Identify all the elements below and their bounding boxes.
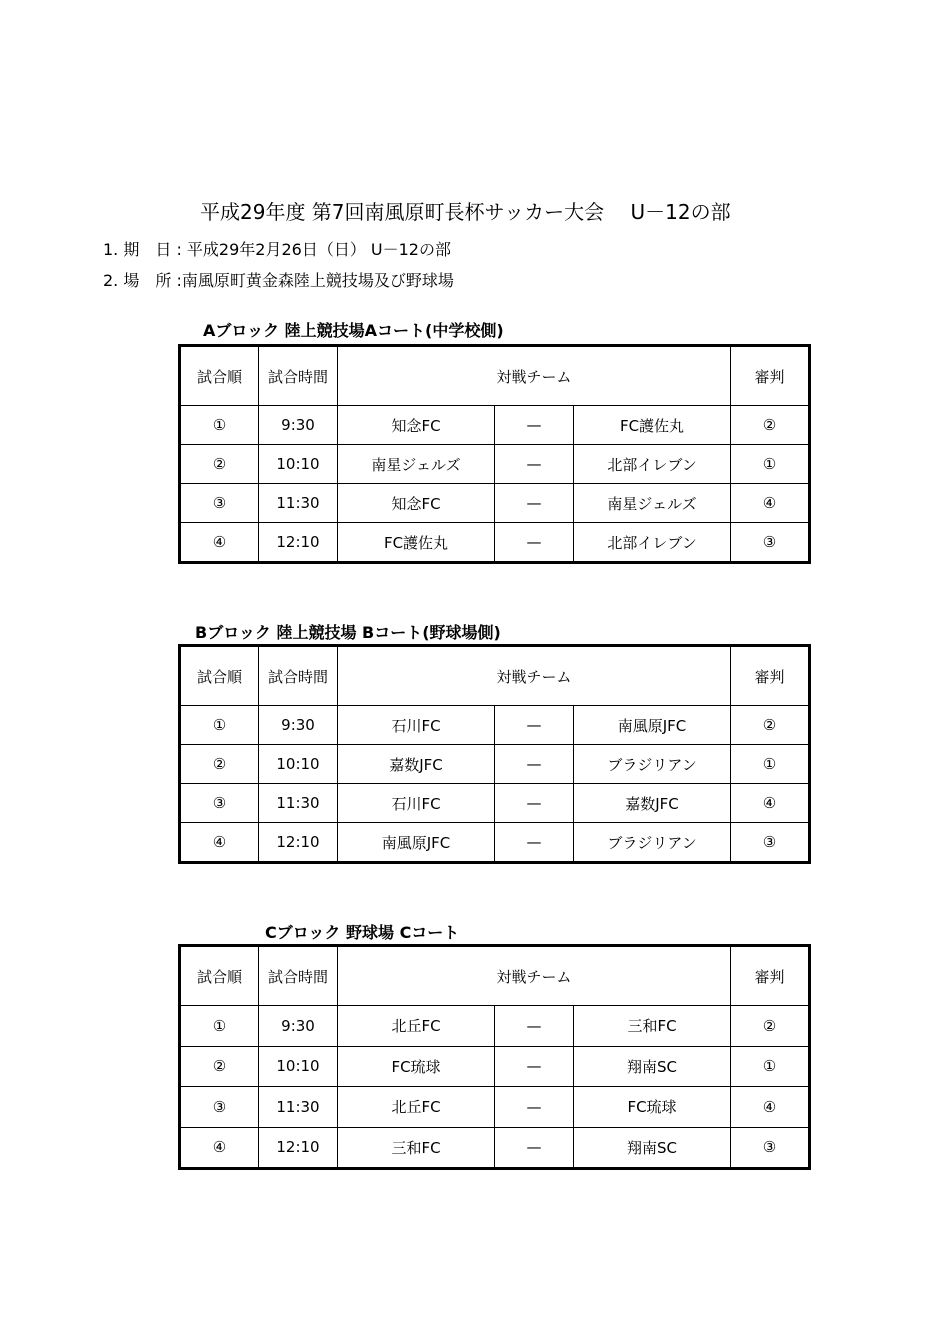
cell-home: 北丘FC <box>338 1087 495 1128</box>
cell-away: 嘉数JFC <box>574 784 731 823</box>
cell-time: 12:10 <box>259 1127 338 1169</box>
table-header-row <box>180 946 810 1006</box>
cell-time: 9:30 <box>259 1006 338 1047</box>
cell-order: ② <box>180 745 259 784</box>
cell-ref: ① <box>731 745 810 784</box>
table-header-row <box>180 646 810 706</box>
cell-home: 石川FC <box>338 784 495 823</box>
cell-ref: ① <box>731 445 810 484</box>
cell-vs: — <box>495 445 574 484</box>
schedule-table <box>178 344 811 564</box>
header-referee: 審判 <box>731 646 810 706</box>
cell-order: ① <box>180 706 259 745</box>
header-teams: 対戦チーム <box>338 946 731 1006</box>
table-row <box>180 484 810 523</box>
cell-order: ② <box>180 1046 259 1087</box>
cell-time: 10:10 <box>259 745 338 784</box>
cell-away: 南風原JFC <box>574 706 731 745</box>
cell-away: 北部イレブン <box>574 523 731 563</box>
table-header-row <box>180 346 810 406</box>
cell-home: 北丘FC <box>338 1006 495 1047</box>
cell-away: FC護佐丸 <box>574 406 731 445</box>
cell-vs: — <box>495 706 574 745</box>
table-row <box>180 706 810 745</box>
cell-vs: — <box>495 745 574 784</box>
cell-home: FC琉球 <box>338 1046 495 1087</box>
table-row <box>180 406 810 445</box>
info-venue: 2. 場 所 :南風原町黄金森陸上競技場及び野球場 <box>103 271 454 290</box>
table-row <box>180 445 810 484</box>
table-row <box>180 523 810 563</box>
schedule-table <box>178 944 811 1170</box>
cell-order: ③ <box>180 1087 259 1128</box>
cell-ref: ② <box>731 406 810 445</box>
cell-time: 10:10 <box>259 445 338 484</box>
table-row <box>180 823 810 863</box>
info-date: 1. 期 日 : 平成29年2月26日（日） U－12の部 <box>103 240 451 259</box>
header-time: 試合時間 <box>259 346 338 406</box>
block-label: Bブロック 陸上競技場 Bコート(野球場側) <box>195 623 501 642</box>
cell-vs: — <box>495 823 574 863</box>
header-order: 試合順 <box>180 346 259 406</box>
header-order: 試合順 <box>180 946 259 1006</box>
cell-ref: ③ <box>731 523 810 563</box>
cell-time: 11:30 <box>259 1087 338 1128</box>
cell-ref: ② <box>731 1006 810 1047</box>
table-row <box>180 1087 810 1128</box>
cell-vs: — <box>495 784 574 823</box>
cell-vs: — <box>495 523 574 563</box>
cell-ref: ③ <box>731 823 810 863</box>
header-referee: 審判 <box>731 946 810 1006</box>
cell-time: 9:30 <box>259 406 338 445</box>
cell-order: ④ <box>180 1127 259 1169</box>
block-label: Cブロック 野球場 Cコート <box>265 923 460 942</box>
cell-away: 三和FC <box>574 1006 731 1047</box>
cell-ref: ① <box>731 1046 810 1087</box>
cell-time: 11:30 <box>259 784 338 823</box>
table-row <box>180 1127 810 1169</box>
cell-away: 南星ジェルズ <box>574 484 731 523</box>
cell-time: 9:30 <box>259 706 338 745</box>
cell-away: ブラジリアン <box>574 745 731 784</box>
cell-time: 11:30 <box>259 484 338 523</box>
cell-vs: — <box>495 1087 574 1128</box>
cell-order: ① <box>180 1006 259 1047</box>
cell-order: ③ <box>180 484 259 523</box>
cell-away: FC琉球 <box>574 1087 731 1128</box>
table-row <box>180 1006 810 1047</box>
cell-home: 南星ジェルズ <box>338 445 495 484</box>
header-teams: 対戦チーム <box>338 646 731 706</box>
cell-order: ③ <box>180 784 259 823</box>
header-time: 試合時間 <box>259 946 338 1006</box>
cell-home: 知念FC <box>338 484 495 523</box>
cell-vs: — <box>495 1127 574 1169</box>
cell-order: ② <box>180 445 259 484</box>
cell-ref: ④ <box>731 484 810 523</box>
block-label: Aブロック 陸上競技場Aコート(中学校側) <box>203 321 504 340</box>
cell-away: 北部イレブン <box>574 445 731 484</box>
cell-home: 石川FC <box>338 706 495 745</box>
cell-vs: — <box>495 406 574 445</box>
cell-time: 12:10 <box>259 823 338 863</box>
cell-home: FC護佐丸 <box>338 523 495 563</box>
table-row <box>180 1046 810 1087</box>
cell-time: 10:10 <box>259 1046 338 1087</box>
cell-ref: ④ <box>731 1087 810 1128</box>
table-row <box>180 745 810 784</box>
cell-ref: ④ <box>731 784 810 823</box>
header-order: 試合順 <box>180 646 259 706</box>
cell-vs: — <box>495 1006 574 1047</box>
cell-time: 12:10 <box>259 523 338 563</box>
cell-order: ④ <box>180 523 259 563</box>
cell-home: 南風原JFC <box>338 823 495 863</box>
cell-ref: ② <box>731 706 810 745</box>
cell-order: ④ <box>180 823 259 863</box>
cell-home: 三和FC <box>338 1127 495 1169</box>
cell-home: 嘉数JFC <box>338 745 495 784</box>
document-title: 平成29年度 第7回南風原町長杯サッカー大会 U－12の部 <box>200 200 731 224</box>
cell-order: ① <box>180 406 259 445</box>
header-teams: 対戦チーム <box>338 346 731 406</box>
schedule-table <box>178 644 811 864</box>
cell-ref: ③ <box>731 1127 810 1169</box>
header-referee: 審判 <box>731 346 810 406</box>
header-time: 試合時間 <box>259 646 338 706</box>
cell-away: ブラジリアン <box>574 823 731 863</box>
table-row <box>180 784 810 823</box>
cell-away: 翔南SC <box>574 1046 731 1087</box>
cell-vs: — <box>495 484 574 523</box>
cell-away: 翔南SC <box>574 1127 731 1169</box>
cell-vs: — <box>495 1046 574 1087</box>
cell-home: 知念FC <box>338 406 495 445</box>
